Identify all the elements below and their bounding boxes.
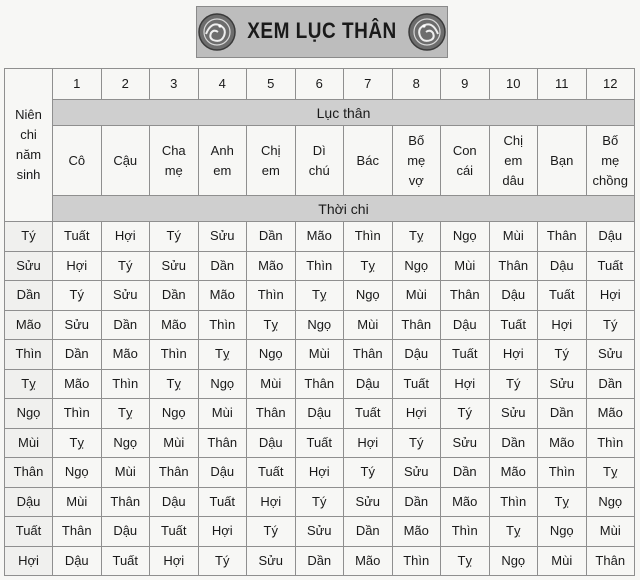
table-cell: Hợi: [247, 487, 296, 517]
table-cell: Thân: [344, 340, 393, 370]
table-cell: Dần: [392, 487, 441, 517]
table-cell: Sửu: [489, 399, 538, 429]
table-row: [5, 399, 635, 429]
table-cell: Dần: [489, 428, 538, 458]
table-cell: Tuất: [344, 399, 393, 429]
relation-ban: Bạn: [538, 126, 587, 196]
row-label: Tý: [5, 222, 53, 252]
table-cell: Ngọ: [295, 310, 344, 340]
table-cell: Ngọ: [538, 517, 587, 547]
row-label: Mùi: [5, 428, 53, 458]
table-cell: Thân: [247, 399, 296, 429]
table-cell: Dần: [538, 399, 587, 429]
table-cell: Dậu: [53, 546, 102, 576]
table-cell: Tỵ: [247, 310, 296, 340]
table-row: [5, 310, 635, 340]
column-number: 4: [198, 69, 247, 100]
table-cell: Dậu: [101, 517, 150, 547]
table-cell: Mùi: [101, 458, 150, 488]
table-cell: Tý: [247, 517, 296, 547]
relation-bo-me-vo: Bố mẹ vợ: [392, 126, 441, 196]
table-cell: Sửu: [344, 487, 393, 517]
table-cell: Hợi: [392, 399, 441, 429]
relation-anh-em: Anh em: [198, 126, 247, 196]
table-cell: Sửu: [441, 428, 490, 458]
table-cell: Thân: [150, 458, 199, 488]
table-cell: Ngọ: [344, 281, 393, 311]
table-cell: Tý: [538, 340, 587, 370]
table-cell: Tuất: [538, 281, 587, 311]
table-cell: Tuất: [53, 222, 102, 252]
table-cell: Thìn: [53, 399, 102, 429]
table-cell: Mùi: [441, 251, 490, 281]
table-cell: Sửu: [538, 369, 587, 399]
table-cell: Dậu: [247, 428, 296, 458]
column-number: 8: [392, 69, 441, 100]
table-row: [5, 428, 635, 458]
dragon-emblem-icon: [407, 12, 447, 52]
table-cell: Tý: [489, 369, 538, 399]
table-cell: Ngọ: [489, 546, 538, 576]
table-cell: Tý: [441, 399, 490, 429]
table-cell: Ngọ: [101, 428, 150, 458]
column-number: 7: [344, 69, 393, 100]
table-cell: Thân: [101, 487, 150, 517]
thoi-chi-header: Thời chi: [53, 196, 635, 222]
table-cell: Dậu: [441, 310, 490, 340]
table-row: [5, 546, 635, 576]
row-label: Ngọ: [5, 399, 53, 429]
table-cell: Thân: [586, 546, 635, 576]
table-cell: Hợi: [198, 517, 247, 547]
table-cell: Dần: [53, 340, 102, 370]
table-cell: Dần: [198, 251, 247, 281]
table-cell: Sửu: [247, 546, 296, 576]
table-cell: Mùi: [295, 340, 344, 370]
table-row: [5, 222, 635, 252]
row-label: Thân: [5, 458, 53, 488]
table-cell: Thìn: [247, 281, 296, 311]
table-cell: Tỵ: [392, 222, 441, 252]
table-cell: Thân: [295, 369, 344, 399]
table-cell: Sửu: [392, 458, 441, 488]
table-cell: Dậu: [586, 222, 635, 252]
table-cell: Tỵ: [53, 428, 102, 458]
table-cell: Mùi: [392, 281, 441, 311]
table-cell: Dậu: [295, 399, 344, 429]
table-cell: Dậu: [344, 369, 393, 399]
table-cell: Tý: [586, 310, 635, 340]
table-cell: Tý: [53, 281, 102, 311]
relation-di-chu: Dì chú: [295, 126, 344, 196]
table-cell: Thìn: [198, 310, 247, 340]
table-row: [5, 340, 635, 370]
table-row: [5, 281, 635, 311]
column-number: 11: [538, 69, 587, 100]
table-cell: Tuất: [586, 251, 635, 281]
table-row: [5, 487, 635, 517]
table-cell: Mão: [198, 281, 247, 311]
table-cell: Mão: [489, 458, 538, 488]
row-label: Mão: [5, 310, 53, 340]
table-cell: Tuất: [150, 517, 199, 547]
table-cell: Ngọ: [198, 369, 247, 399]
table-cell: Dần: [295, 546, 344, 576]
table-cell: Tỵ: [538, 487, 587, 517]
table-cell: Hợi: [101, 222, 150, 252]
table-cell: Tuất: [489, 310, 538, 340]
table-cell: Thìn: [101, 369, 150, 399]
table-cell: Mão: [101, 340, 150, 370]
table-cell: Tuất: [392, 369, 441, 399]
table-cell: Hợi: [538, 310, 587, 340]
table-cell: Dần: [441, 458, 490, 488]
table-cell: Ngọ: [150, 399, 199, 429]
table-cell: Mão: [344, 546, 393, 576]
table-cell: Mão: [538, 428, 587, 458]
table-cell: Tuất: [198, 487, 247, 517]
table-cell: Mão: [441, 487, 490, 517]
table-cell: Mão: [150, 310, 199, 340]
table-row: [5, 458, 635, 488]
table-cell: Sửu: [101, 281, 150, 311]
corner-label: Niên chi năm sinh: [5, 69, 53, 222]
table-cell: Sửu: [586, 340, 635, 370]
relation-row: [5, 126, 635, 196]
column-number: 2: [101, 69, 150, 100]
table-cell: Thân: [53, 517, 102, 547]
table-row: [5, 517, 635, 547]
relation-bo-me-chong: Bố mẹ chồng: [586, 126, 635, 196]
table-cell: Tý: [150, 222, 199, 252]
table-cell: Dậu: [150, 487, 199, 517]
table-cell: Dậu: [392, 340, 441, 370]
table-cell: Thân: [198, 428, 247, 458]
table-cell: Hợi: [150, 546, 199, 576]
table-cell: Dậu: [198, 458, 247, 488]
relation-cau: Cậu: [101, 126, 150, 196]
row-label: Tuất: [5, 517, 53, 547]
column-number-row: [5, 69, 635, 100]
column-number: 12: [586, 69, 635, 100]
table-cell: Mùi: [53, 487, 102, 517]
table-cell: Tỵ: [150, 369, 199, 399]
table-cell: Tuất: [441, 340, 490, 370]
table-cell: Tý: [295, 487, 344, 517]
table-cell: Ngọ: [586, 487, 635, 517]
page-title: XEM LỤC THÂN: [247, 19, 397, 44]
column-number: 10: [489, 69, 538, 100]
table-cell: Thìn: [441, 517, 490, 547]
table-cell: Mùi: [344, 310, 393, 340]
relation-chi-em-dau: Chị em dâu: [489, 126, 538, 196]
table-cell: Hợi: [441, 369, 490, 399]
table-cell: Dần: [150, 281, 199, 311]
table-cell: Mùi: [247, 369, 296, 399]
table-cell: Sửu: [198, 222, 247, 252]
row-label: Hợi: [5, 546, 53, 576]
relation-co: Cô: [53, 126, 102, 196]
relation-cha-me: Cha mẹ: [150, 126, 199, 196]
table-cell: Mùi: [538, 546, 587, 576]
row-label: Dần: [5, 281, 53, 311]
table-cell: Dần: [586, 369, 635, 399]
table-cell: Tý: [392, 428, 441, 458]
table-cell: Hợi: [344, 428, 393, 458]
table-cell: Tỵ: [198, 340, 247, 370]
table-cell: Thìn: [295, 251, 344, 281]
table-cell: Sửu: [295, 517, 344, 547]
table-cell: Tuất: [101, 546, 150, 576]
table-cell: Thân: [538, 222, 587, 252]
column-number: 3: [150, 69, 199, 100]
table-cell: Thân: [489, 251, 538, 281]
table-cell: Thìn: [344, 222, 393, 252]
table-cell: Ngọ: [392, 251, 441, 281]
table-row: [5, 369, 635, 399]
table-cell: Mùi: [586, 517, 635, 547]
table-cell: Dậu: [489, 281, 538, 311]
relation-con-cai: Con cái: [441, 126, 490, 196]
table-cell: Hợi: [53, 251, 102, 281]
table-cell: Dần: [101, 310, 150, 340]
table-cell: Tý: [101, 251, 150, 281]
table-cell: Tý: [344, 458, 393, 488]
table-cell: Mùi: [198, 399, 247, 429]
table-cell: Tỵ: [101, 399, 150, 429]
table-cell: Dần: [344, 517, 393, 547]
table-cell: Mão: [53, 369, 102, 399]
row-label: Dậu: [5, 487, 53, 517]
table-cell: Ngọ: [53, 458, 102, 488]
relation-bac: Bác: [344, 126, 393, 196]
column-number: 5: [247, 69, 296, 100]
relation-chi-em: Chị em: [247, 126, 296, 196]
table-cell: Thân: [392, 310, 441, 340]
table-cell: Mão: [586, 399, 635, 429]
table-cell: Tỵ: [441, 546, 490, 576]
column-number: 9: [441, 69, 490, 100]
table-cell: Ngọ: [247, 340, 296, 370]
table-cell: Thìn: [489, 487, 538, 517]
table-cell: Tỵ: [295, 281, 344, 311]
table-cell: Mùi: [489, 222, 538, 252]
table-cell: Hợi: [295, 458, 344, 488]
column-number: 6: [295, 69, 344, 100]
table-cell: Thìn: [392, 546, 441, 576]
row-label: Sửu: [5, 251, 53, 281]
table-cell: Tỵ: [586, 458, 635, 488]
table-cell: Thìn: [586, 428, 635, 458]
table-cell: Dần: [247, 222, 296, 252]
table-cell: Ngọ: [441, 222, 490, 252]
table-cell: Hợi: [586, 281, 635, 311]
table-cell: Mão: [295, 222, 344, 252]
luc-than-table: [4, 68, 635, 576]
table-cell: Hợi: [489, 340, 538, 370]
table-cell: Mão: [247, 251, 296, 281]
table-cell: Tuất: [247, 458, 296, 488]
dragon-emblem-icon: [197, 12, 237, 52]
table-cell: Sửu: [53, 310, 102, 340]
table-cell: Thìn: [538, 458, 587, 488]
row-label: Tỵ: [5, 369, 53, 399]
table-cell: Thân: [441, 281, 490, 311]
table-cell: Thìn: [150, 340, 199, 370]
table-cell: Mùi: [150, 428, 199, 458]
table-cell: Tuất: [295, 428, 344, 458]
table-row: [5, 251, 635, 281]
table-cell: Tý: [198, 546, 247, 576]
row-label: Thìn: [5, 340, 53, 370]
column-number: 1: [53, 69, 102, 100]
table-cell: Sửu: [150, 251, 199, 281]
table-cell: Tỵ: [489, 517, 538, 547]
title-banner: [196, 6, 448, 58]
table-cell: Dậu: [538, 251, 587, 281]
table-cell: Mão: [392, 517, 441, 547]
luc-than-header: Lục thân: [53, 100, 635, 126]
table-cell: Tỵ: [344, 251, 393, 281]
